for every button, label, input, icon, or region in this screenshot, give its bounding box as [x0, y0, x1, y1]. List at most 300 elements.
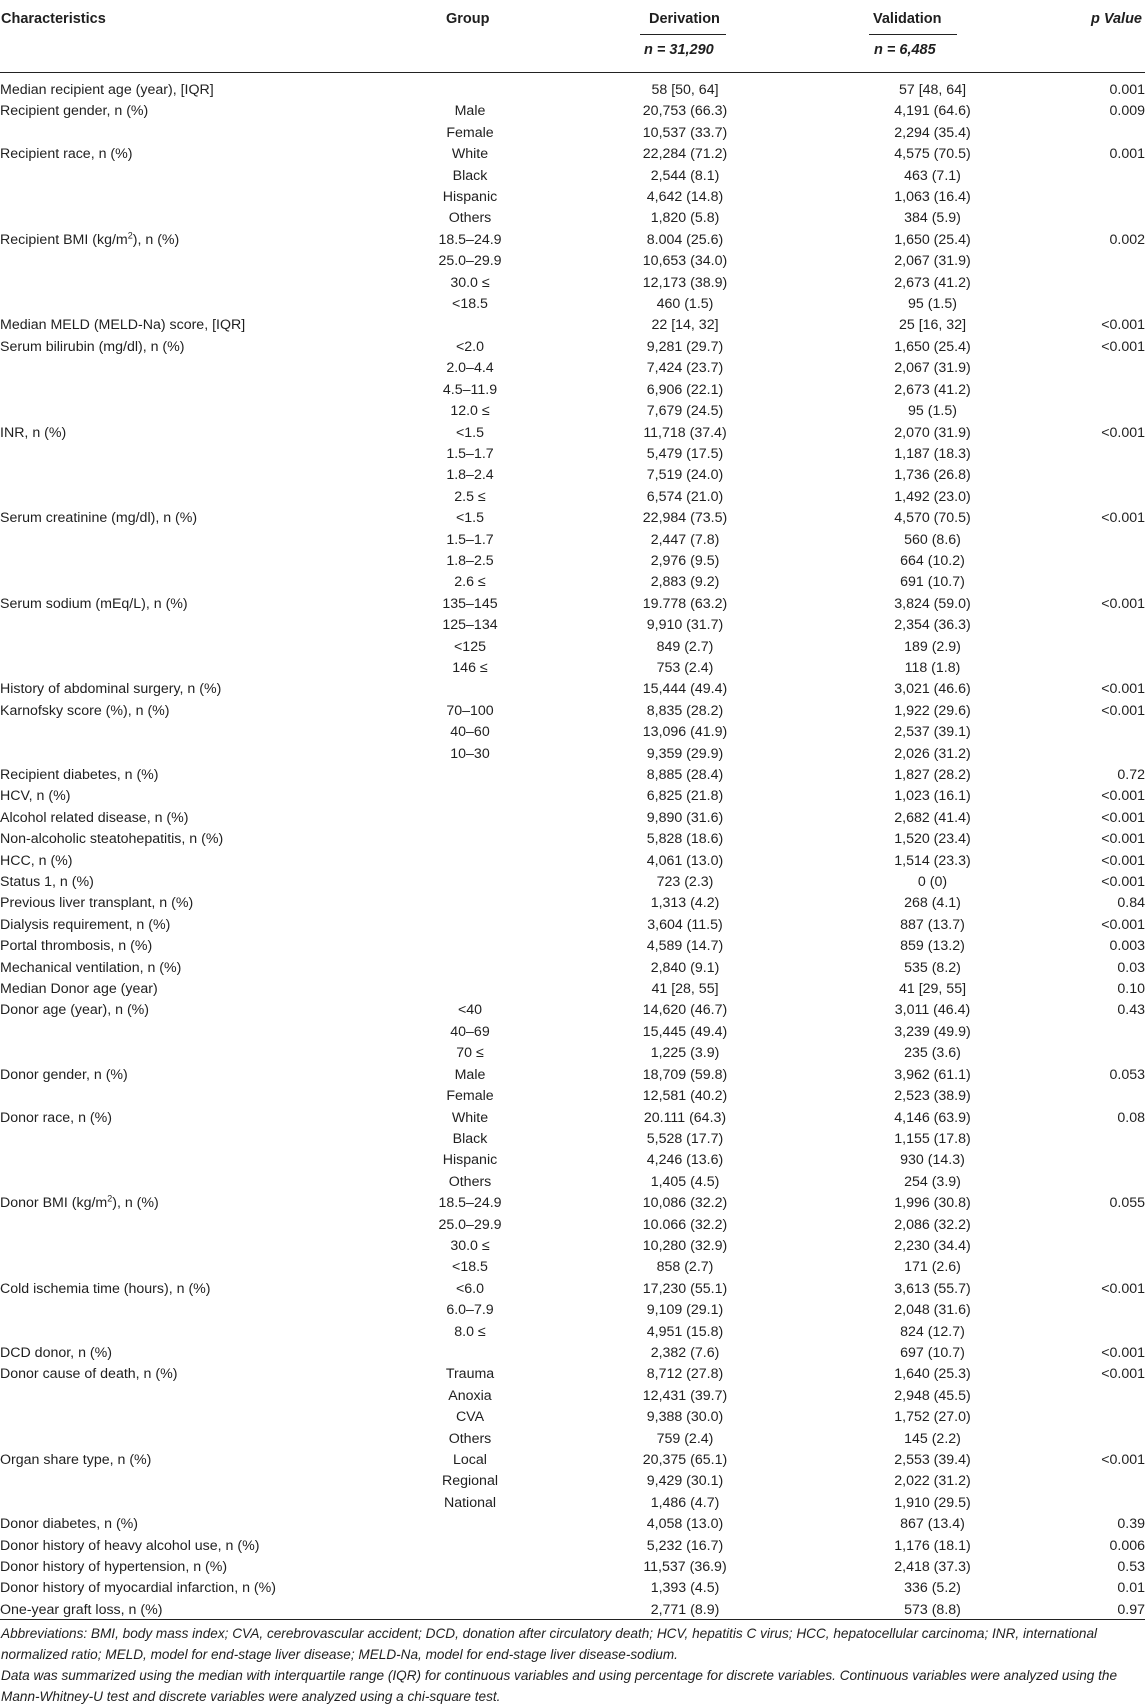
row-validation-value: 1,910 (29.5) — [894, 1494, 971, 1511]
row-group: 2.0–4.4 — [446, 360, 494, 377]
table-row — [0, 872, 1145, 893]
table-row — [0, 380, 1145, 401]
row-p-value: 0.72 — [1117, 767, 1145, 783]
table-row — [0, 936, 1145, 957]
row-derivation-value: 9,281 (29.7) — [646, 338, 724, 355]
row-validation-value: 4,146 (63.9) — [894, 1109, 971, 1126]
table-row — [0, 251, 1145, 272]
table-row — [0, 208, 1145, 229]
row-derivation-value: 13,096 (41.9) — [642, 724, 728, 741]
table-row — [0, 1322, 1145, 1343]
row-derivation-value: 15,444 (49.4) — [642, 681, 728, 698]
row-validation-value: 1,827 (28.2) — [894, 767, 971, 783]
row-p-value — [1045, 551, 1145, 572]
row-group — [390, 1557, 550, 1578]
table-row — [0, 915, 1145, 936]
table-header — [0, 0, 1145, 72]
row-derivation-value: 460 (1.5) — [656, 296, 714, 313]
row-characteristic — [0, 444, 390, 465]
row-derivation-value: 22,284 (71.2) — [642, 146, 728, 163]
row-group: Hispanic — [442, 189, 498, 206]
row-derivation-value: 9,388 (30.0) — [646, 1409, 724, 1426]
row-p-value: 0.002 — [1109, 231, 1145, 248]
table-row — [0, 1215, 1145, 1236]
row-characteristic: Donor age (year), n (%) — [0, 1002, 150, 1019]
row-validation-value: 1,514 (23.3) — [894, 852, 971, 869]
row-characteristic — [0, 208, 390, 229]
row-validation-value: 41 [29, 55] — [898, 981, 967, 998]
row-characteristic — [0, 1300, 390, 1321]
row-characteristic: Donor gender, n (%) — [0, 1066, 128, 1083]
row-derivation-value: 2,840 (9.1) — [650, 959, 720, 976]
table-row — [0, 744, 1145, 765]
row-group: Male — [454, 103, 486, 120]
row-p-value: <0.001 — [1101, 595, 1145, 612]
row-p-value — [1045, 465, 1145, 486]
row-group: National — [443, 1494, 497, 1511]
row-validation-value: 2,418 (37.3) — [894, 1559, 971, 1576]
row-derivation-value: 4,058 (13.0) — [646, 1516, 724, 1533]
row-derivation-value: 10,537 (33.7) — [642, 124, 728, 141]
row-p-value: <0.001 — [1101, 510, 1145, 527]
row-group — [390, 315, 550, 336]
row-p-value: <0.001 — [1101, 1366, 1145, 1383]
row-derivation-value: 723 (2.3) — [656, 874, 714, 891]
row-characteristic: Median Donor age (year) — [0, 981, 158, 998]
row-validation-value: 3,824 (59.0) — [894, 595, 971, 612]
row-group: Others — [448, 210, 492, 227]
row-derivation-value: 20,753 (66.3) — [642, 103, 728, 120]
row-validation-value: 4,191 (64.6) — [894, 103, 971, 120]
row-group: 146 ≤ — [452, 659, 488, 676]
table-row — [0, 465, 1145, 486]
row-validation-value: 2,537 (39.1) — [894, 724, 971, 741]
row-p-value: 0.01 — [1117, 1580, 1145, 1597]
row-characteristic: Portal thrombosis, n (%) — [0, 938, 153, 955]
table-row — [0, 423, 1145, 444]
row-validation-value: 930 (14.3) — [900, 1152, 965, 1169]
row-validation-value: 2,026 (31.2) — [894, 745, 971, 762]
row-validation-value: 887 (13.7) — [900, 916, 965, 933]
table-row — [0, 572, 1145, 593]
row-validation-value: 560 (8.6) — [904, 531, 961, 548]
row-validation-value: 1,023 (16.1) — [894, 788, 971, 805]
table-row — [0, 637, 1145, 658]
row-characteristic: DCD donor, n (%) — [0, 1344, 112, 1361]
row-p-value: <0.001 — [1101, 831, 1145, 848]
table-row — [0, 1450, 1145, 1471]
row-derivation-value: 22 [14, 32] — [651, 317, 719, 334]
row-derivation-value: 4,246 (13.6) — [646, 1152, 724, 1169]
row-group: 8.0 ≤ — [454, 1323, 486, 1340]
row-group — [390, 1343, 550, 1364]
row-derivation-value: 7,519 (24.0) — [646, 467, 724, 484]
row-characteristic — [0, 572, 390, 593]
row-p-value — [1045, 208, 1145, 229]
row-derivation-value: 10,653 (34.0) — [642, 253, 728, 270]
row-derivation-value: 10.066 (32.2) — [642, 1216, 728, 1233]
row-p-value: <0.001 — [1101, 1280, 1145, 1297]
row-characteristic — [0, 637, 390, 658]
row-characteristic: Donor diabetes, n (%) — [0, 1516, 139, 1533]
row-validation-value: 867 (13.4) — [900, 1516, 965, 1533]
row-p-value: 0.001 — [1109, 146, 1145, 163]
row-group: 18.5–24.9 — [438, 1195, 502, 1212]
row-characteristic — [0, 1257, 390, 1278]
table-row — [0, 1193, 1145, 1214]
table-row — [0, 358, 1145, 379]
row-p-value — [1045, 1386, 1145, 1407]
row-group: 70 ≤ — [456, 1045, 484, 1062]
row-p-value — [1045, 401, 1145, 422]
row-group: 40–69 — [450, 1023, 490, 1040]
row-characteristic: Median recipient age (year), [IQR] — [0, 82, 214, 98]
row-validation-value: 4,575 (70.5) — [894, 146, 971, 163]
row-derivation-value: 3,604 (11.5) — [647, 916, 723, 933]
row-derivation-value: 12,431 (39.7) — [642, 1387, 728, 1404]
row-p-value — [1045, 294, 1145, 315]
row-validation-value: 0 (0) — [917, 874, 948, 891]
table-row — [0, 1172, 1145, 1193]
row-p-value — [1045, 658, 1145, 679]
row-validation-value: 2,673 (41.2) — [894, 274, 971, 291]
row-p-value: <0.001 — [1101, 424, 1145, 441]
row-group — [390, 1578, 550, 1599]
row-derivation-value: 11,537 (36.9) — [643, 1559, 727, 1576]
row-characteristic — [0, 123, 390, 144]
row-characteristic: Donor history of myocardial infarction, n (%) — [0, 1580, 276, 1597]
table-row — [0, 1514, 1145, 1535]
row-p-value — [1045, 744, 1145, 765]
row-group: 1.5–1.7 — [446, 445, 494, 462]
row-validation-value: 254 (3.9) — [904, 1173, 961, 1190]
row-derivation-value: 10,280 (32.9) — [642, 1237, 728, 1254]
row-p-value — [1045, 1471, 1145, 1492]
row-validation-value: 25 [16, 32] — [898, 317, 967, 334]
row-characteristic: Recipient BMI $(kg/m^2)$, n (%) — [0, 230, 180, 248]
row-characteristic — [0, 658, 390, 679]
row-characteristic: Non-alcoholic steatohepatitis, n (%) — [0, 831, 224, 848]
row-group: 25.0–29.9 — [438, 1216, 502, 1233]
table-row — [0, 1022, 1145, 1043]
row-group: <1.5 — [455, 510, 484, 527]
row-group: <40 — [457, 1002, 483, 1019]
row-characteristic: Alcohol related disease, n (%) — [0, 809, 189, 826]
row-derivation-value: 6,906 (22.1) — [646, 381, 724, 398]
row-group: 70–100 — [446, 702, 494, 719]
row-validation-value: 2,070 (31.9) — [894, 424, 971, 441]
table-row — [0, 1493, 1145, 1514]
table-row — [0, 1279, 1145, 1300]
row-validation-value: 2,086 (32.2) — [894, 1216, 971, 1233]
table-row — [0, 765, 1145, 786]
row-group: <125 — [454, 638, 486, 655]
row-derivation-value: 7,424 (23.7) — [646, 360, 724, 377]
row-validation-value: 2,067 (31.9) — [894, 253, 971, 270]
row-characteristic — [0, 1150, 390, 1171]
row-p-value — [1045, 444, 1145, 465]
row-group: 2.6 ≤ — [454, 574, 486, 591]
row-validation-value: 145 (2.2) — [904, 1430, 961, 1447]
row-group: 6.0–7.9 — [446, 1302, 494, 1319]
row-p-value: <0.001 — [1101, 681, 1145, 698]
row-derivation-value: 2,544 (8.1) — [650, 167, 720, 184]
row-p-value: 0.84 — [1117, 895, 1145, 912]
row-derivation-value: 7,679 (24.5) — [646, 403, 724, 420]
row-p-value — [1045, 1322, 1145, 1343]
row-group — [390, 1514, 550, 1535]
row-characteristic — [0, 1429, 390, 1450]
row-p-value: <0.001 — [1101, 1344, 1145, 1361]
row-validation-value: 2,022 (31.2) — [894, 1473, 971, 1490]
row-p-value — [1045, 380, 1145, 401]
table-row — [0, 530, 1145, 551]
row-group — [390, 936, 550, 957]
row-characteristic: INR, n (%) — [0, 424, 67, 441]
row-group: Male — [454, 1066, 486, 1083]
row-validation-value: 336 (5.2) — [904, 1580, 961, 1597]
row-group — [390, 893, 550, 914]
row-derivation-value: 11,718 (37.4) — [643, 424, 727, 441]
table-row — [0, 615, 1145, 636]
row-p-value: 0.08 — [1117, 1109, 1145, 1126]
table-row — [0, 1236, 1145, 1257]
row-p-value: 0.003 — [1109, 938, 1145, 955]
row-group: <1.5 — [455, 424, 484, 441]
row-derivation-value: 19.778 (63.2) — [642, 595, 728, 612]
table-row — [0, 1429, 1145, 1450]
row-group: 135–145 — [442, 595, 498, 612]
row-characteristic: Organ share type, n (%) — [0, 1452, 152, 1468]
row-validation-value: 95 (1.5) — [908, 403, 957, 420]
row-derivation-value: 20.111 (64.3) — [643, 1109, 727, 1126]
row-characteristic — [0, 530, 390, 551]
row-p-value — [1045, 1215, 1145, 1236]
row-characteristic — [0, 615, 390, 636]
row-validation-value: 268 (4.1) — [904, 895, 961, 912]
header-p-value: p Value — [1090, 11, 1142, 27]
row-p-value: 0.53 — [1117, 1559, 1145, 1576]
row-characteristic: Mechanical ventilation, n (%) — [0, 959, 182, 976]
table-row — [0, 1536, 1145, 1557]
row-p-value: <0.001 — [1101, 788, 1145, 805]
row-characteristic: Donor BMI $(kg/m^2)$, n (%) — [0, 1193, 159, 1212]
row-p-value — [1045, 530, 1145, 551]
row-group: Trauma — [445, 1366, 495, 1383]
row-characteristic — [0, 1386, 390, 1407]
row-p-value — [1045, 722, 1145, 743]
row-characteristic: Karnofsky score (%), n (%) — [0, 702, 170, 719]
row-group: Female — [446, 1088, 494, 1105]
row-p-value — [1045, 487, 1145, 508]
table-row — [0, 1471, 1145, 1492]
row-group: 1.5–1.7 — [446, 531, 494, 548]
row-characteristic — [0, 380, 390, 401]
row-p-value: 0.009 — [1109, 103, 1145, 120]
row-derivation-value: 2,976 (9.5) — [650, 552, 720, 569]
row-characteristic — [0, 551, 390, 572]
row-characteristic — [0, 1129, 390, 1150]
table-row — [0, 1108, 1145, 1129]
row-validation-value: 697 (10.7) — [900, 1344, 965, 1361]
row-characteristic: Donor history of heavy alcohol use, n (%) — [0, 1537, 260, 1554]
row-group: <18.5 — [452, 1259, 488, 1276]
table-row — [0, 1257, 1145, 1278]
row-group — [390, 851, 550, 872]
table-row — [0, 273, 1145, 294]
row-characteristic — [0, 273, 390, 294]
row-group — [390, 679, 550, 700]
row-p-value — [1045, 1257, 1145, 1278]
row-characteristic: Serum sodium (mEq/L), n (%) — [0, 595, 188, 612]
table-row — [0, 979, 1145, 1000]
row-validation-value: 2,354 (36.3) — [894, 617, 971, 634]
row-group: <6.0 — [455, 1280, 484, 1297]
row-validation-value: 3,011 (46.4) — [894, 1002, 971, 1019]
row-derivation-value: 1,225 (3.9) — [650, 1045, 720, 1062]
row-characteristic — [0, 1043, 390, 1064]
table-row — [0, 829, 1145, 850]
row-characteristic: Donor race, n (%) — [0, 1109, 112, 1126]
row-characteristic: Recipient gender, n (%) — [0, 103, 149, 120]
row-p-value: 0.053 — [1109, 1066, 1145, 1083]
row-validation-value: 573 (8.8) — [904, 1601, 961, 1618]
row-validation-value: 2,230 (34.4) — [894, 1237, 971, 1254]
row-derivation-value: 759 (2.4) — [656, 1430, 714, 1447]
row-p-value — [1045, 1493, 1145, 1514]
row-group: Female — [446, 124, 494, 141]
row-derivation-value: 9,890 (31.6) — [646, 809, 724, 826]
row-derivation-value: 753 (2.4) — [656, 659, 714, 676]
row-group — [390, 765, 550, 786]
table-row — [0, 722, 1145, 743]
validation-underline — [869, 34, 957, 35]
row-characteristic — [0, 1172, 390, 1193]
row-derivation-value: 6,574 (21.0) — [646, 488, 724, 505]
row-characteristic: Recipient diabetes, n (%) — [0, 767, 159, 783]
row-characteristic: Median MELD (MELD-Na) score, [IQR] — [0, 317, 246, 334]
table-row — [0, 1043, 1145, 1064]
row-characteristic — [0, 1407, 390, 1428]
row-p-value — [1045, 273, 1145, 294]
row-p-value — [1045, 572, 1145, 593]
header-rule — [0, 72, 1145, 73]
header-validation-n: n = 6,485 — [874, 42, 936, 58]
row-group: Others — [448, 1430, 492, 1447]
row-p-value: <0.001 — [1101, 702, 1145, 719]
row-group — [390, 872, 550, 893]
row-characteristic — [0, 1022, 390, 1043]
row-derivation-value: 1,393 (4.5) — [650, 1580, 720, 1597]
row-validation-value: 4,570 (70.5) — [894, 510, 971, 527]
row-p-value — [1045, 1043, 1145, 1064]
row-validation-value: 95 (1.5) — [908, 296, 957, 313]
row-derivation-value: 8,835 (28.2) — [646, 702, 724, 719]
row-p-value — [1045, 1086, 1145, 1107]
row-validation-value: 2,067 (31.9) — [894, 360, 971, 377]
row-p-value — [1045, 1407, 1145, 1428]
row-group: 30.0 ≤ — [450, 1237, 490, 1254]
row-characteristic: History of abdominal surgery, n (%) — [0, 681, 222, 698]
row-p-value — [1045, 637, 1145, 658]
footnote-abbreviations: Abbreviations: BMI, body mass index; CVA, cerebrovascular accident; DCD, donation after circulatory death; HCV, hepatitis C virus; HCC, hepatocellular carcinoma; INR, international normalized ratio; MELD, model for end-stage liver disease; MELD-Na, model for end-stage liver disease-sodium. — [1, 1626, 1098, 1662]
header-characteristics: Characteristics — [1, 11, 106, 27]
table-row — [0, 808, 1145, 829]
row-validation-value: 2,948 (45.5) — [894, 1387, 971, 1404]
row-group: <2.0 — [455, 338, 484, 355]
row-derivation-value: 58 [50, 64] — [651, 82, 719, 98]
row-characteristic: Donor history of hypertension, n (%) — [0, 1559, 228, 1576]
row-derivation-value: 8,712 (27.8) — [646, 1366, 724, 1383]
row-characteristic — [0, 1215, 390, 1236]
table-row — [0, 294, 1145, 315]
row-derivation-value: 18,709 (59.8) — [642, 1066, 728, 1083]
row-characteristic: HCC, n (%) — [0, 852, 73, 869]
row-validation-value: 691 (10.7) — [900, 574, 965, 591]
row-validation-value: 1,155 (17.8) — [894, 1130, 971, 1147]
table-row — [0, 1343, 1145, 1364]
row-p-value: <0.001 — [1101, 1452, 1145, 1468]
row-group: 12.0 ≤ — [450, 403, 490, 420]
row-group: Anoxia — [448, 1387, 492, 1404]
row-characteristic — [0, 1471, 390, 1492]
row-derivation-value: 10,086 (32.2) — [642, 1195, 728, 1212]
row-p-value — [1045, 251, 1145, 272]
row-derivation-value: 9,910 (31.7) — [646, 617, 724, 634]
row-p-value: <0.001 — [1101, 852, 1145, 869]
row-validation-value: 1,187 (18.3) — [894, 445, 971, 462]
row-group — [390, 979, 550, 1000]
row-characteristic: HCV, n (%) — [0, 788, 71, 805]
row-derivation-value: 4,589 (14.7) — [646, 938, 724, 955]
row-derivation-value: 2,883 (9.2) — [650, 574, 720, 591]
row-group — [390, 1536, 550, 1557]
table-row — [0, 230, 1145, 251]
row-p-value — [1045, 1022, 1145, 1043]
row-validation-value: 1,922 (29.6) — [894, 702, 971, 719]
row-validation-value: 1,492 (23.0) — [894, 488, 971, 505]
characteristics-table — [0, 80, 1145, 1621]
table-row — [0, 658, 1145, 679]
row-characteristic: Cold ischemia time (hours), n (%) — [0, 1280, 211, 1297]
row-derivation-value: 2,771 (8.9) — [650, 1601, 720, 1618]
table-row — [0, 401, 1145, 422]
row-group: Local — [453, 1452, 487, 1468]
row-p-value: 0.001 — [1109, 82, 1145, 98]
row-p-value: 0.03 — [1117, 959, 1145, 976]
row-validation-value: 189 (2.9) — [904, 638, 961, 655]
row-characteristic — [0, 744, 390, 765]
row-validation-value: 3,613 (55.7) — [894, 1280, 971, 1297]
table-row — [0, 315, 1145, 336]
table-row — [0, 144, 1145, 165]
row-validation-value: 535 (8.2) — [904, 959, 961, 976]
row-characteristic — [0, 401, 390, 422]
table-row — [0, 958, 1145, 979]
row-derivation-value: 4,951 (15.8) — [646, 1323, 724, 1340]
row-p-value — [1045, 615, 1145, 636]
table-row — [0, 1150, 1145, 1171]
row-derivation-value: 1,405 (4.5) — [650, 1173, 720, 1190]
row-group: White — [451, 146, 489, 163]
row-group — [390, 786, 550, 807]
row-group: 25.0–29.9 — [438, 253, 502, 270]
row-p-value — [1045, 1300, 1145, 1321]
row-group: <18.5 — [452, 296, 488, 313]
row-derivation-value: 8.004 (25.6) — [646, 231, 724, 248]
row-validation-value: 859 (13.2) — [900, 938, 965, 955]
row-derivation-value: 5,479 (17.5) — [646, 445, 724, 462]
